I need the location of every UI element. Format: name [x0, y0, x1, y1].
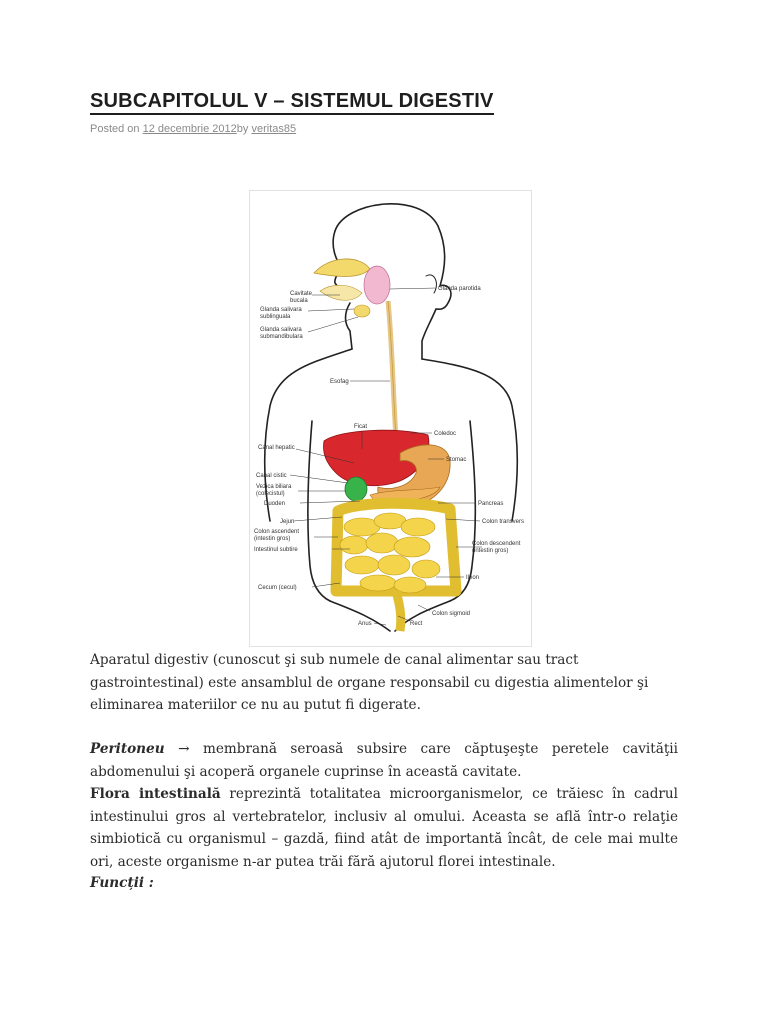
- flora-definition: reprezintă totalitatea microorganismelor, ce trăiesc în cadrul intestinului gros al vertebratelor, inclusiv al omului. Aceasta se află într-o relaţie simbiotică cu organismul – gazdă, fiind atât de importantă încât, de cele mai multe ori, aceste organisme n-ar putea trăi fără ajutorul florei intestinale.: [90, 786, 678, 870]
- post-title: SUBCAPITOLUL V – SISTEMUL DIGESTIV: [90, 90, 494, 115]
- label-cavitate-bucala: Cavitate bucala: [290, 291, 313, 304]
- peritoneu-arrow: →: [164, 741, 203, 757]
- small-intestine: [340, 513, 440, 593]
- label-glanda-submandibulara: Glanda salivara submandibulara: [260, 327, 303, 340]
- label-canal-hepatic: Canal hepatic: [258, 445, 295, 451]
- intro-paragraph: Aparatul digestiv (cunoscut şi sub numele de canal alimentar sau tract gastrointestinal) este ansamblul de organe responsabil cu digestia alimentelor şi eliminarea materiilor ce nu au putut fi digerate.: [90, 652, 649, 713]
- digestive-system-illustration: [249, 190, 532, 647]
- posted-on-label: Posted on: [90, 123, 143, 135]
- gall-bladder: [345, 477, 367, 501]
- label-rect: Rect: [410, 621, 423, 627]
- label-duoden: Duoden: [264, 501, 286, 507]
- post-meta: [90, 123, 296, 135]
- label-glanda-parotida: Glanda parotida: [438, 286, 481, 292]
- label-canal-cistic: Canal cistic: [256, 473, 287, 479]
- digestive-system-diagram: [250, 191, 531, 646]
- flora-term: Flora intestinală: [90, 786, 221, 802]
- label-pancreas: Pancreas: [478, 501, 504, 507]
- label-colon-transvers: Colon transvers: [482, 519, 525, 525]
- author-link[interactable]: veritas85: [251, 123, 297, 135]
- label-esofag: Esofag: [330, 379, 349, 385]
- label-ficat: Ficat: [354, 424, 368, 430]
- label-ileon: Ileon: [466, 575, 480, 581]
- label-cecum: Cecum (cecul): [258, 585, 297, 591]
- label-vezica-biliara: Vezica biliara (colecistul): [256, 484, 292, 497]
- label-anus: Anus: [358, 621, 372, 627]
- label-colon-ascendent: Colon ascendent (intestin gros): [254, 529, 300, 542]
- label-coledoc: Coledoc: [434, 431, 457, 437]
- label-stomac: Stomac: [446, 457, 467, 463]
- functii-heading: Funcții :: [90, 875, 154, 891]
- peritoneu-paragraph: [90, 738, 678, 783]
- label-colon-sigmoid: Colon sigmoid: [432, 611, 471, 617]
- peritoneu-term: Peritoneu: [90, 741, 165, 757]
- label-glanda-sublinguala: Glanda salivara sublinguala: [260, 307, 302, 320]
- peritoneu-definition: membrană seroasă subsire care căptuşeşte peretele cavităţii abdomenului şi acoperă organele cuprinse în această cavitate.: [90, 741, 678, 780]
- label-jejun: Jejun: [280, 519, 295, 525]
- label-colon-descendent: Colon descendent (intestin gros): [472, 541, 521, 554]
- parotid-gland: [364, 266, 390, 304]
- post-date-link[interactable]: 12 decembrie 2012: [142, 123, 237, 135]
- label-intestinul-subtire: Intestinul subtire: [254, 547, 298, 553]
- by-label: by: [236, 123, 252, 135]
- flora-paragraph: [90, 783, 678, 873]
